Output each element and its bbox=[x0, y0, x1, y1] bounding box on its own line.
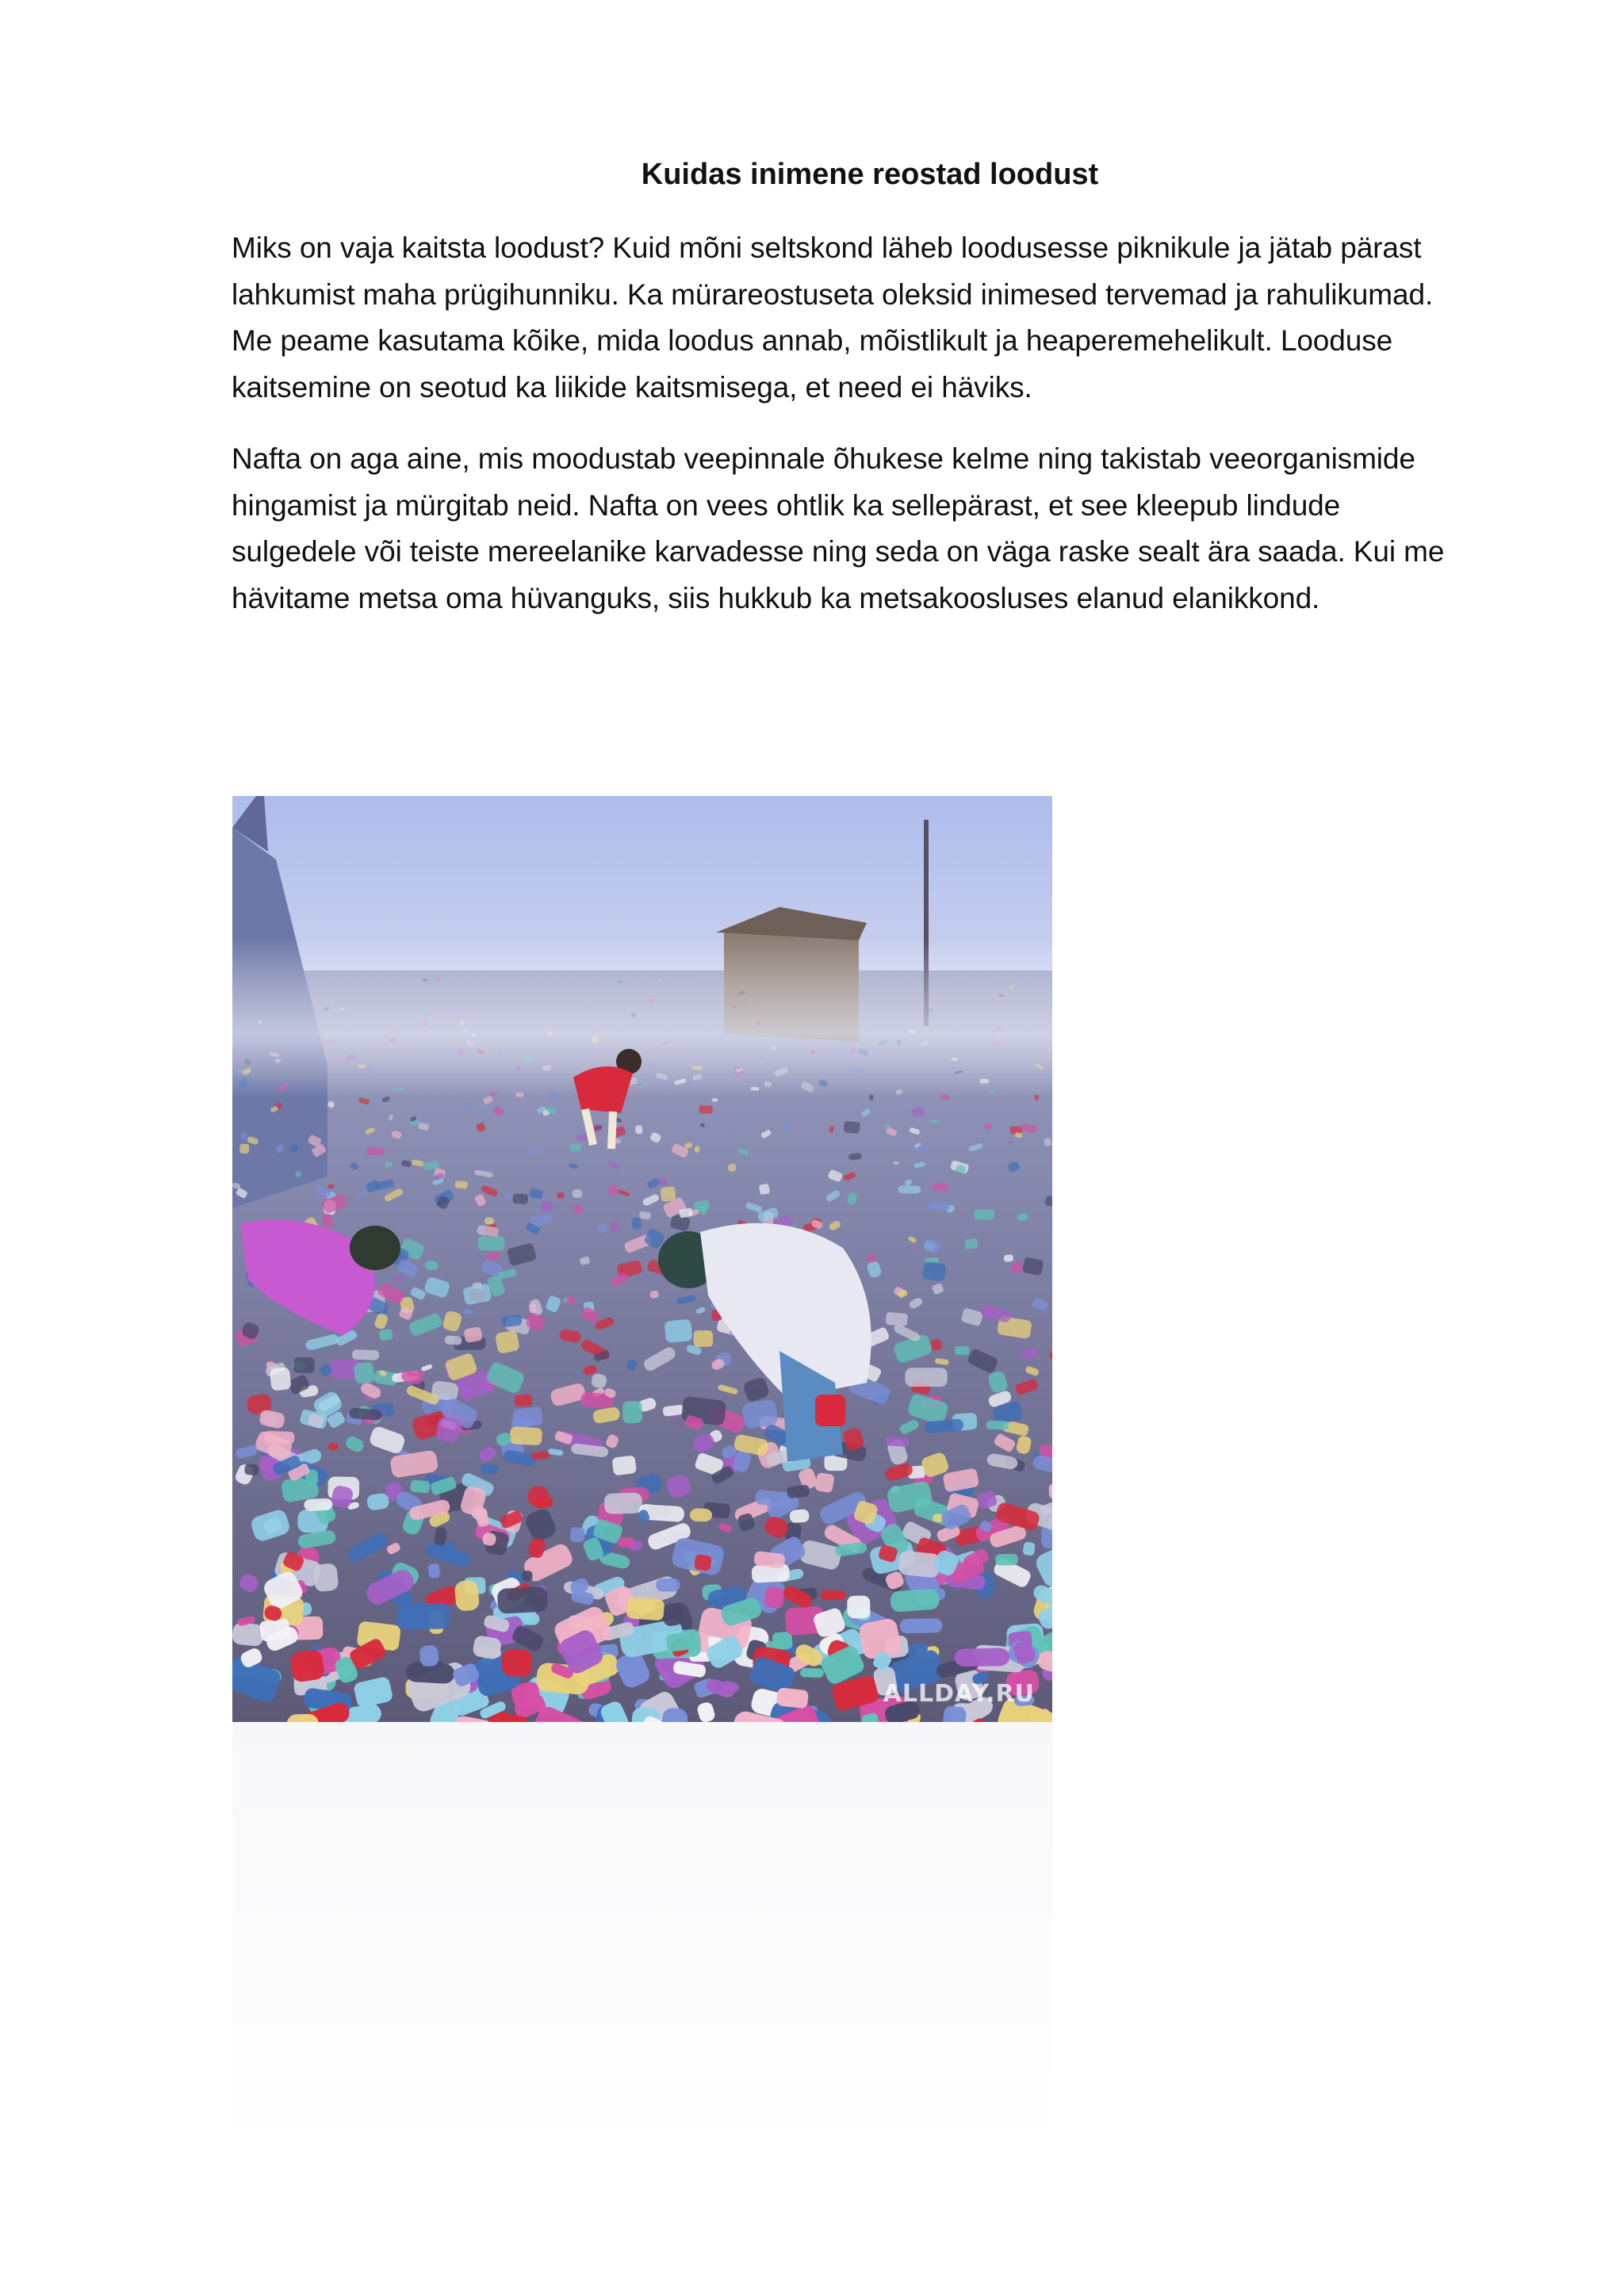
trash-fragment bbox=[270, 1367, 292, 1391]
trash-fragment bbox=[239, 1144, 249, 1154]
trash-fragment bbox=[712, 1098, 718, 1101]
paragraph-1 bbox=[232, 225, 1516, 411]
photo-watermark: ALLDAY.RU bbox=[883, 1680, 1035, 1708]
paragraph-2-line: hävitame metsa oma hüvanguks, siis hukkub ka metsakoosluses elanud elanikkond. bbox=[232, 581, 1320, 614]
landfill-photo bbox=[232, 796, 1052, 1722]
trash-fragment bbox=[407, 1370, 424, 1376]
trash-fragment bbox=[604, 1492, 642, 1514]
trash-fragment bbox=[241, 1133, 247, 1140]
trash-fragment bbox=[844, 1121, 860, 1134]
trash-fragment bbox=[885, 1437, 910, 1447]
trash-fragment bbox=[618, 1537, 634, 1548]
trash-fragment bbox=[569, 1143, 582, 1152]
trash-fragment bbox=[847, 1595, 870, 1618]
trash-fragment bbox=[244, 1464, 259, 1475]
trash-fragment bbox=[515, 1395, 533, 1407]
trash-fragment bbox=[955, 1346, 969, 1355]
trash-fragment bbox=[328, 1443, 339, 1450]
trash-fragment bbox=[900, 1618, 943, 1633]
trash-fragment bbox=[573, 1189, 583, 1198]
trash-fragment bbox=[995, 1554, 1018, 1566]
trash-fragment bbox=[534, 1496, 553, 1509]
trash-fragment bbox=[964, 1238, 978, 1249]
trash-fragment bbox=[986, 1421, 1009, 1430]
paragraph-1-line: lahkumist maha prügihunniku. Ka mürareostuseta oleksid inimesed tervemad ja rahulikumad. bbox=[232, 277, 1434, 311]
trash-fragment bbox=[512, 1193, 528, 1203]
trash-fragment bbox=[569, 1527, 585, 1543]
landfill-illustration bbox=[232, 796, 1052, 1722]
trash-fragment bbox=[789, 1509, 809, 1523]
trash-fragment bbox=[455, 1181, 468, 1188]
trash-fragment bbox=[312, 1563, 339, 1592]
trash-fragment bbox=[573, 1204, 583, 1214]
trash-fragment bbox=[259, 1618, 291, 1642]
trash-fragment bbox=[557, 1192, 564, 1199]
trash-fragment bbox=[776, 1687, 809, 1709]
trash-fragment bbox=[694, 1330, 713, 1347]
paragraph-2-line: Nafta on aga aine, mis moodustab veepinnale õhukese kelme ning takistab veeorganismide bbox=[232, 442, 1415, 475]
trash-fragment bbox=[352, 1349, 379, 1360]
trash-fragment bbox=[427, 1563, 440, 1578]
trash-fragment bbox=[905, 1368, 947, 1387]
paragraph-1-line: Me peame kasutama kõike, mida loodus annab, mõistlikult ja heaperemehelikult. Looduse bbox=[232, 324, 1393, 357]
paragraph-2-line: hingamist ja mürgitab neid. Nafta on vees ohtlik ka sellepärast, et see kleepub lindude bbox=[232, 488, 1341, 522]
trash-fragment bbox=[886, 1312, 909, 1326]
trash-fragment bbox=[800, 1668, 824, 1678]
trash-fragment bbox=[656, 1578, 680, 1592]
trash-fragment bbox=[898, 1185, 921, 1193]
trash-fragment bbox=[954, 1648, 1009, 1667]
trash-fragment bbox=[509, 1426, 542, 1445]
haze bbox=[232, 939, 1052, 1097]
trash-fragment bbox=[890, 1588, 940, 1612]
trash-fragment bbox=[477, 1236, 504, 1251]
trash-fragment bbox=[741, 1399, 779, 1429]
trash-fragment bbox=[985, 1123, 992, 1129]
trash-fragment bbox=[354, 1361, 376, 1384]
trash-fragment bbox=[444, 1335, 462, 1345]
trash-fragment bbox=[661, 1186, 676, 1202]
paragraph-2 bbox=[232, 436, 1516, 622]
trash-fragment bbox=[622, 1401, 642, 1423]
trash-fragment bbox=[529, 1303, 537, 1314]
trash-fragment bbox=[665, 1319, 693, 1343]
trash-fragment bbox=[497, 1586, 549, 1614]
trash-fragment bbox=[974, 1209, 994, 1220]
trash-fragment bbox=[1022, 1541, 1036, 1556]
trash-fragment bbox=[922, 1261, 947, 1282]
trash-fragment bbox=[502, 1649, 532, 1676]
trash-fragment bbox=[419, 1645, 439, 1667]
trash-fragment bbox=[410, 1479, 431, 1493]
trash-fragment bbox=[366, 1147, 385, 1156]
trash-fragment bbox=[814, 1472, 834, 1493]
trash-fragment bbox=[495, 1330, 520, 1354]
trash-fragment bbox=[690, 1509, 712, 1522]
paragraph-1-line: kaitsemine on seotud ka liikide kaitsmisega, et need ei häviks. bbox=[232, 370, 1032, 404]
trash-fragment bbox=[289, 1649, 325, 1683]
paragraph-2-line: sulgedele või teiste mereelanike karvadesse ning seda on väga raske sealt ära saada. Kui me bbox=[232, 535, 1445, 568]
trash-fragment bbox=[232, 1622, 265, 1647]
trash-fragment bbox=[626, 1597, 665, 1621]
photo-reflection bbox=[232, 1722, 1052, 2150]
trash-fragment bbox=[694, 1554, 712, 1571]
trash-fragment bbox=[821, 1590, 846, 1601]
trash-fragment bbox=[759, 1184, 770, 1196]
trash-fragment bbox=[454, 1580, 481, 1612]
trash-fragment bbox=[396, 1603, 450, 1630]
document-title: Kuidas inimene reostad loodust bbox=[641, 158, 1099, 191]
trash-fragment bbox=[898, 1550, 940, 1578]
trash-fragment bbox=[699, 1105, 713, 1114]
trash-fragment bbox=[893, 1161, 899, 1165]
trash-fragment bbox=[612, 1455, 638, 1475]
trash-fragment bbox=[523, 1571, 533, 1582]
trash-fragment bbox=[435, 1417, 462, 1443]
trash-fragment bbox=[481, 1464, 498, 1475]
paragraph-1-line: Miks on vaja kaitsta loodust? Kuid mõni seltskond läheb loodusesse piknikule ja jätab pärast bbox=[232, 232, 1422, 264]
trash-fragment bbox=[293, 1357, 315, 1373]
trash-fragment bbox=[639, 1211, 651, 1220]
trash-fragment bbox=[658, 1177, 667, 1186]
trash-fragment bbox=[933, 1183, 948, 1192]
trash-fragment bbox=[393, 1276, 404, 1282]
trash-fragment bbox=[304, 1498, 333, 1511]
trash-fragment bbox=[289, 1145, 298, 1151]
trash-fragment bbox=[684, 1142, 692, 1149]
